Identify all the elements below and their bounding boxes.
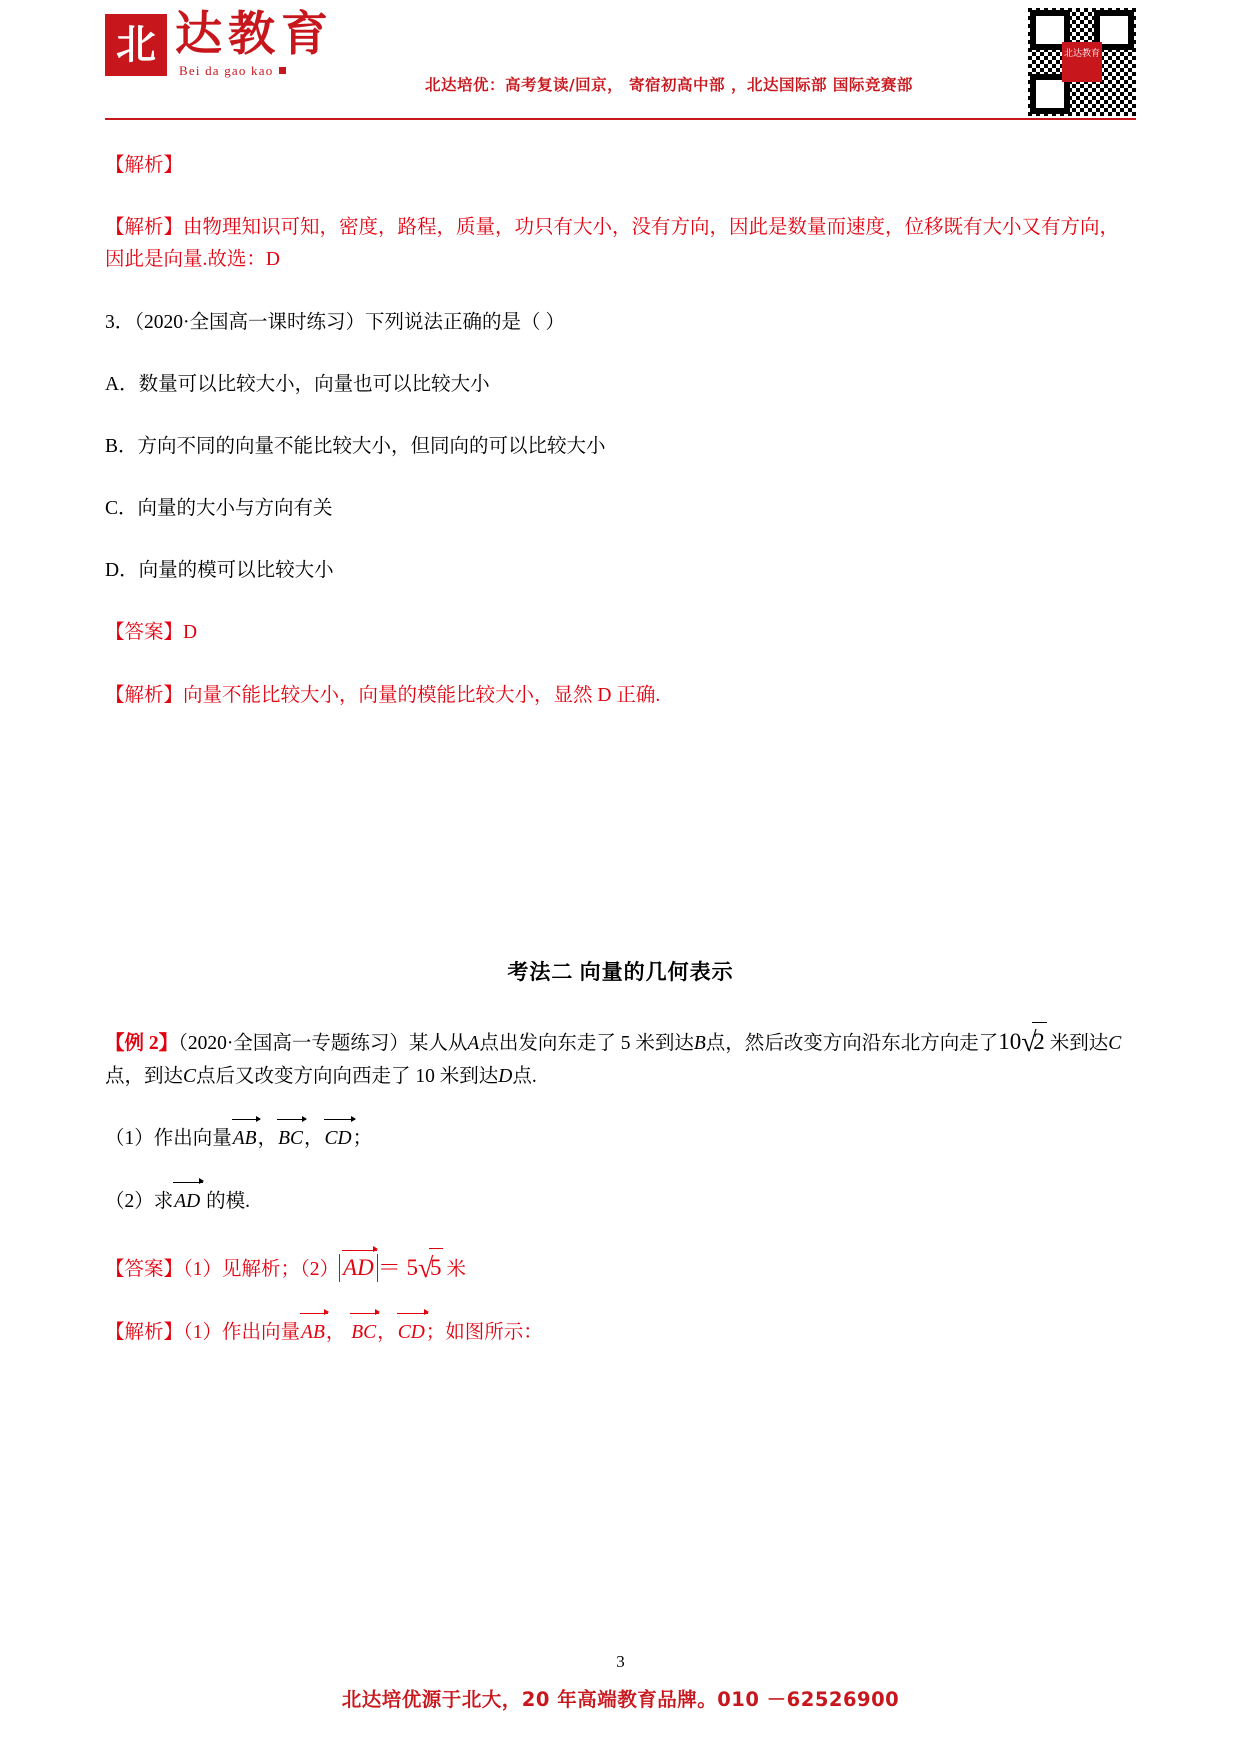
example-2-text-5: 点，到达 (105, 1066, 184, 1088)
vertical-spacer (105, 742, 1136, 957)
analysis-vector-cd: CD (397, 1317, 426, 1349)
answer-tag: 【答案】 (105, 622, 184, 644)
analysis-tag-3: 【解析】 (105, 684, 184, 706)
example-2-text-1: （2020·全国高一专题练习）某人从 (178, 1033, 468, 1055)
example-2-analysis: 【解析】（1）作出向量AB， BC，CD；如图所示： (105, 1317, 1136, 1349)
sqrt-coefficient: 10 (998, 1029, 1022, 1055)
vector-bc: BC (277, 1123, 304, 1155)
vector-ab: AB (232, 1123, 258, 1155)
page-header (105, 0, 1136, 128)
answer-sqrt-icon (418, 1248, 447, 1287)
example-2-stem (105, 1022, 1136, 1093)
question-3-stem: 3．（2020·全国高一课时练习）下列说法正确的是（ ） (105, 311, 565, 333)
sqrt-radicand: 2 (1032, 1022, 1047, 1061)
subquestion-2-suffix: 的模. (206, 1190, 251, 1212)
logo-stamp-icon: 北 (105, 14, 167, 76)
logo-square-mark-icon (279, 67, 286, 74)
answer-value: D (183, 622, 198, 644)
analysis-vector-ab: AB (300, 1317, 326, 1349)
question-3-option-d: D．向量的模可以比较大小 (105, 560, 334, 582)
vector-ad-magnitude (339, 1254, 378, 1283)
question-3-answer (105, 617, 1136, 649)
point-c-label: C (1108, 1033, 1122, 1055)
subquestion-2-prefix: （2）求 (105, 1190, 174, 1212)
qr-center-label: 北达教育 (1062, 42, 1102, 82)
analysis-text-2: 由物理知识可知，密度，路程，质量，功只有大小，没有方向，因此是数量而速度，位移既有大小又有方向，因此是向量.故选：D (105, 217, 1120, 271)
analysis-tag-2: 【解析】 (105, 217, 184, 239)
logo-pinyin (175, 63, 334, 79)
logo-text (175, 7, 334, 79)
page-number: 3 (616, 1652, 625, 1671)
example-2-text-2: 点出发向东走了 5 米到达 (479, 1033, 694, 1055)
example-2-analysis-tag: 【解析】 (105, 1321, 184, 1343)
example-2-text-6: 点后又改变方向向西走了 10 米到达 (196, 1066, 499, 1088)
vector-ad-inner: AD (342, 1254, 375, 1283)
analysis-text-3: 向量不能比较大小，向量的模能比较大小，显然 D 正确. (183, 684, 661, 706)
point-c-label-2: C (183, 1066, 197, 1088)
header-tagline: 北达培优：高考复读/回京， 寄宿初高中部 ，北达国际部 国际竞赛部 (425, 76, 913, 94)
logo-pinyin-text: Bei da gao kao (179, 63, 274, 79)
header-divider (105, 118, 1136, 120)
subquestion-1-prefix: （1）作出向量 (105, 1128, 232, 1150)
example-2-subquestion-2 (105, 1186, 1136, 1218)
point-a-label: A (467, 1033, 480, 1055)
point-d-label: D (498, 1066, 513, 1088)
answer-unit: 米 (446, 1258, 466, 1280)
section-heading: 考法二 向量的几何表示 (507, 959, 734, 984)
subquestion-1-suffix: ； (352, 1128, 373, 1150)
question-3-option-a: A．数量可以比较大小，向量也可以比较大小 (105, 373, 490, 395)
question-3-analysis (105, 680, 1136, 712)
example-2-answer-tag: 【答案】 (105, 1258, 184, 1280)
vector-ad: AD (173, 1186, 201, 1218)
brand-logo (105, 7, 334, 79)
example-2-answer-text: （1）见解析；（2） (183, 1258, 340, 1280)
document-body (105, 128, 1136, 1349)
point-b-label: B (693, 1033, 706, 1055)
question-3-option-b: B．方向不同的向量不能比较大小，但同向的可以比较大小 (105, 435, 606, 457)
qr-code-icon (1028, 8, 1136, 116)
example-2-analysis-suffix: ；如图所示： (425, 1321, 543, 1343)
example-2-text-7: 点. (512, 1066, 537, 1088)
analysis-paragraph-2 (105, 212, 1136, 276)
answer-equals: ＝ 5 (377, 1254, 418, 1280)
sqrt-symbol-icon (1021, 1022, 1050, 1061)
example-2-text-3: 点，然后改变方向沿东北方向走了 (705, 1033, 999, 1055)
example-2-text-4: 米到达 (1049, 1033, 1109, 1055)
page-footer: 北达培优源于北大，20 年高端教育品牌。010 －62526900 (341, 1688, 900, 1711)
example-2-answer (105, 1248, 1136, 1287)
answer-sqrt-radicand: 5 (429, 1248, 444, 1287)
distance-ac-expression (998, 1029, 1050, 1054)
example-2-tag: 【例 2】 (105, 1033, 179, 1055)
analysis-tag-1: 【解析】 (105, 155, 184, 176)
vector-cd: CD (324, 1123, 353, 1155)
logo-chinese-name: 达教育 (175, 7, 334, 62)
example-2-analysis-prefix: （1）作出向量 (183, 1321, 301, 1343)
analysis-vector-bc: BC (350, 1317, 377, 1349)
example-2-subquestion-1: （1）作出向量AB，BC，CD； (105, 1123, 1136, 1155)
question-3-option-c: C．向量的大小与方向有关 (105, 498, 333, 520)
